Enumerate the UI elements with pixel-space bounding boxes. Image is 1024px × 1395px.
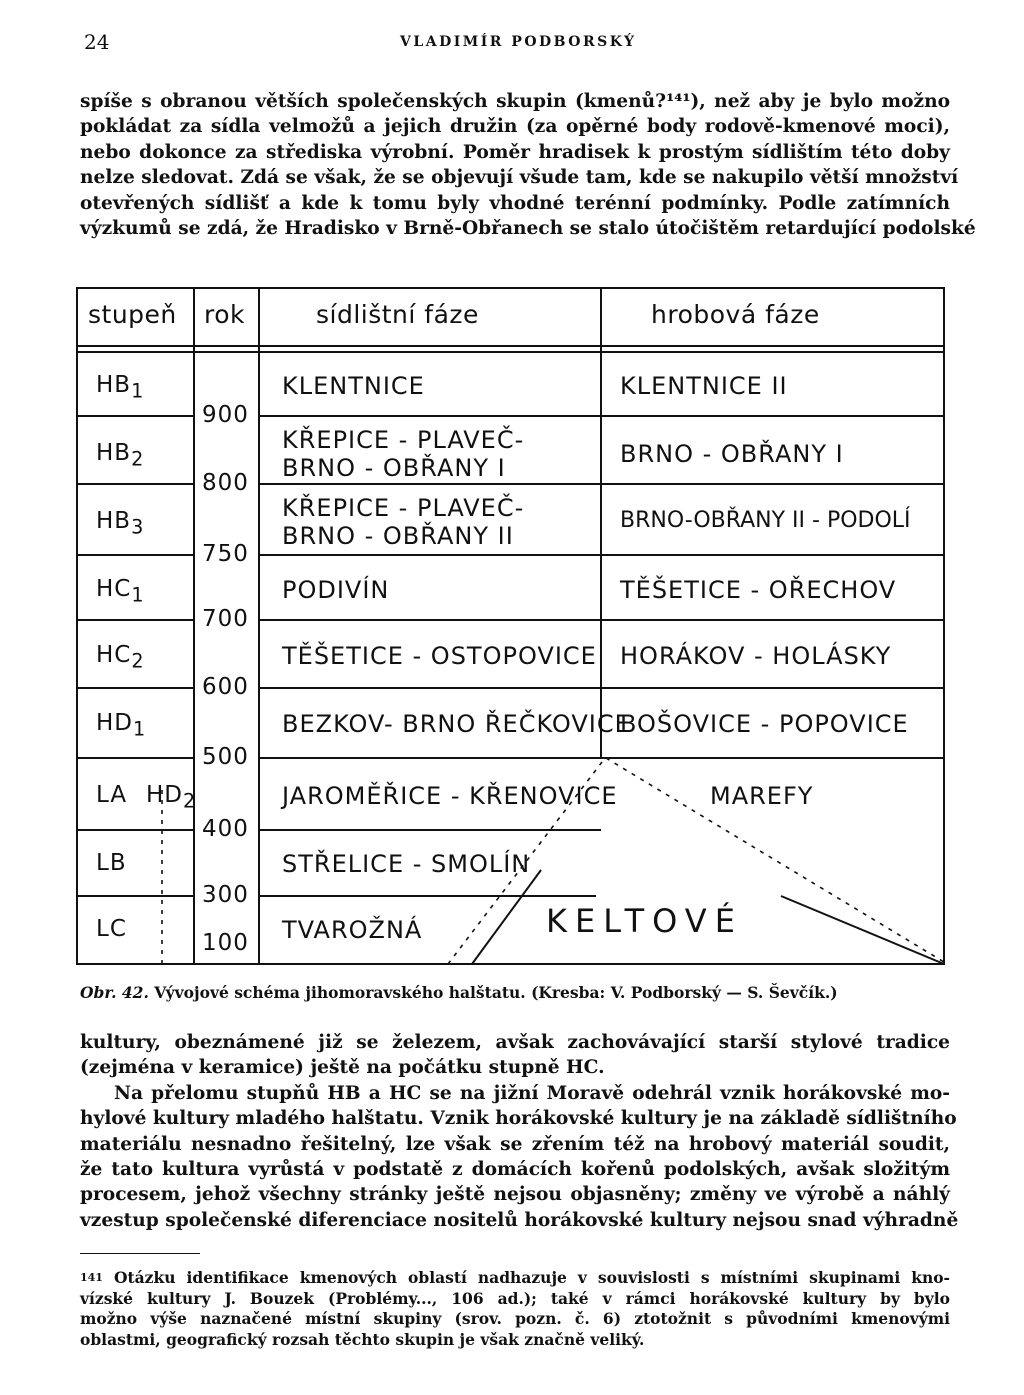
settlement-phase: JAROMĚŘICE - KŘENOVICE bbox=[282, 782, 618, 810]
settlement-phase: KŘEPICE - PLAVEČ- bbox=[282, 494, 525, 522]
text-line: kultury, obeznámené již se železem, avšak zachovávající starší stylové tradice bbox=[80, 1032, 950, 1053]
burial-phase: MAREFY bbox=[710, 782, 814, 810]
footnote-line: $^{141}$ Otázku identifikace kmenových oblastí nadhazuje v souvislosti s místními skupinami kno- bbox=[80, 1268, 950, 1287]
burial-phase: BRNO-OBŘANY II - PODOLÍ bbox=[620, 508, 911, 533]
text-line: materiálu nesnadno řešitelný, lze však se zřením též na hrobový materiál soudit, bbox=[80, 1133, 950, 1155]
burial-phase: HORÁKOV - HOLÁSKY bbox=[620, 642, 892, 670]
figure-caption bbox=[80, 983, 838, 1002]
header-year: rok bbox=[204, 300, 246, 329]
year-label: 300 bbox=[202, 882, 249, 908]
text-line: pokládat za sídla velmožů a jejich družin (za opěrné body rodově-kmenové moci), bbox=[80, 116, 950, 138]
chronology-figure bbox=[76, 280, 946, 970]
stage-label: $HD_1$ bbox=[96, 710, 147, 741]
footnote-mark: 141 bbox=[80, 1271, 103, 1284]
paragraph-top bbox=[80, 89, 976, 241]
settlement-phase: BEZKOV- BRNO ŘEČKOVICE bbox=[282, 710, 631, 738]
year-label: 400 bbox=[202, 816, 249, 842]
year-label: 600 bbox=[202, 674, 249, 700]
text-line: výzkumů se zdá, že Hradisko v Brně-Obřanech se stalo útočištěm retardující podolské bbox=[80, 218, 976, 240]
year-label: 900 bbox=[202, 402, 249, 428]
text-line: Na přelomu stupňů HB a HC se na jižní Moravě odehrál vznik horákovské mo- bbox=[114, 1082, 950, 1104]
footnote bbox=[80, 1268, 950, 1350]
burial-phase: TĚŠETICE - OŘECHOV bbox=[620, 576, 897, 604]
text-line: nelze sledovat. Zdá se však, že se objevují všude tam, kde se nakupilo větší množství bbox=[80, 167, 959, 189]
burial-phase: KLENTNICE II bbox=[620, 372, 788, 400]
text-line: procesem, jehož všechny stránky ještě nejsou objasněny; změny ve výrobě a náhlý bbox=[80, 1184, 950, 1206]
footnote-divider bbox=[80, 1253, 200, 1254]
header-burial: hrobová fáze bbox=[651, 300, 820, 329]
footnote-line: oblastmi, geografický rozsah těchto skupin je však značně veliký. bbox=[80, 1329, 645, 1349]
footnote-line: možno výše naznačené místní skupiny (srov. pozn. č. 6) ztotožnit s původními kmenovými bbox=[80, 1309, 950, 1328]
paragraph-bottom bbox=[80, 1030, 959, 1233]
settlement-phase: PODIVÍN bbox=[282, 576, 390, 604]
stage-label: $HB_2$ bbox=[96, 440, 145, 471]
text-line: (zejména v keramice) ještě na počátku stupně HC. bbox=[80, 1057, 605, 1079]
text-line: nebo dokonce za střediska výrobní. Poměr hradisek k prostým sídlištím této doby bbox=[80, 141, 950, 163]
stage-label: LC bbox=[96, 916, 127, 942]
page-number: 24 bbox=[84, 30, 110, 54]
settlement-phase: BRNO - OBŘANY II bbox=[282, 522, 514, 550]
celts-label: KELTOVÉ bbox=[546, 902, 743, 940]
year-label: 800 bbox=[202, 470, 249, 496]
caption-text: Vývojové schéma jihomoravského halštatu. (Kresba: V. Podborský — S. Ševčík.) bbox=[154, 983, 838, 1002]
stage-label: $HB_1$ bbox=[96, 372, 145, 403]
settlement-phase: KŘEPICE - PLAVEČ- bbox=[282, 426, 525, 454]
stage-label: LB bbox=[96, 850, 127, 876]
text-line: otevřených sídlišť a kde k tomu byly vhodné terénní podmínky. Podle zatímních bbox=[80, 192, 950, 214]
settlement-phase: TVAROŽNÁ bbox=[282, 916, 423, 944]
stage-label: $HC_1$ bbox=[96, 576, 145, 607]
stage-label: $HC_2$ bbox=[96, 642, 145, 673]
burial-phase: BRNO - OBŘANY I bbox=[620, 440, 844, 468]
header-stage: stupeň bbox=[88, 300, 177, 329]
footnote-line: vízské kultury J. Bouzek (Problémy..., 106 ad.); také v rámci horákovské kultury by bylo bbox=[80, 1288, 950, 1308]
text-line: spíše s obranou větších společenských skupin (kmenů?¹⁴¹), než aby je bylo možno bbox=[80, 91, 950, 112]
year-label: 750 bbox=[202, 541, 249, 567]
header-settlement: sídlištní fáze bbox=[316, 300, 479, 329]
settlement-phase: BRNO - OBŘANY I bbox=[282, 454, 506, 482]
running-head: VLADIMÍR PODBORSKÝ bbox=[400, 34, 637, 50]
settlement-phase: STŘELICE - SMOLÍN bbox=[282, 850, 531, 878]
settlement-phase: TĚŠETICE - OSTOPOVICE bbox=[282, 642, 597, 670]
year-label: 500 bbox=[202, 744, 249, 770]
text-line: vzestup společenské diferenciace nositelů horákovské kultury nejsou snad výhradně bbox=[80, 1209, 959, 1231]
year-label: 700 bbox=[202, 606, 249, 632]
burial-phase: BOŠOVICE - POPOVICE bbox=[620, 710, 909, 738]
caption-label: Obr. 42. bbox=[80, 983, 149, 1002]
year-label: 100 bbox=[202, 930, 249, 956]
stage-label: LA bbox=[96, 782, 128, 808]
stage-label: $HD_2$ bbox=[146, 782, 197, 813]
text-line: že tato kultura vyrůstá v podstatě z domácích kořenů podolských, avšak složitým bbox=[80, 1159, 950, 1181]
text-line: hylové kultury mladého halštatu. Vznik horákovské kultury je na základě sídlištního bbox=[80, 1108, 957, 1130]
settlement-phase: KLENTNICE bbox=[282, 372, 425, 400]
stage-label: $HB_3$ bbox=[96, 508, 145, 539]
